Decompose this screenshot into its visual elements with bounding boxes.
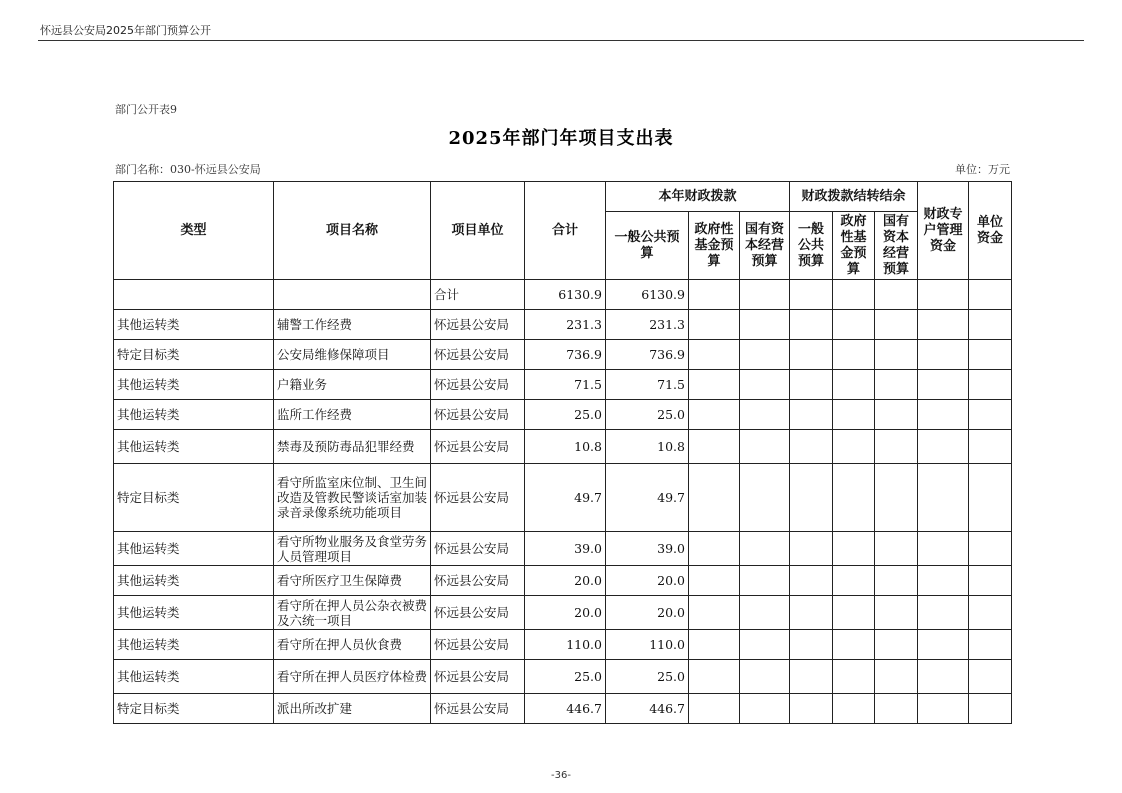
cell-total: 20.0 xyxy=(525,566,606,596)
cell-empty xyxy=(740,340,790,370)
cell-empty xyxy=(689,340,740,370)
cell-empty xyxy=(833,430,875,464)
cell-empty xyxy=(740,660,790,694)
cell-empty xyxy=(689,400,740,430)
cell-project-name: 看守所医疗卫生保障费 xyxy=(274,566,431,596)
cell-general-budget: 6130.9 xyxy=(606,280,689,310)
cell-empty xyxy=(875,630,918,660)
cell-project-unit: 怀远县公安局 xyxy=(431,430,525,464)
cell-empty xyxy=(969,694,1012,724)
table-row xyxy=(114,430,1012,464)
cell-empty xyxy=(740,400,790,430)
cell-empty xyxy=(740,370,790,400)
cell-total: 25.0 xyxy=(525,660,606,694)
cell-empty xyxy=(918,310,969,340)
cell-empty xyxy=(833,310,875,340)
cell-project-name: 看守所物业服务及食堂劳务人员管理项目 xyxy=(274,532,431,566)
cell-project-name: 看守所在押人员医疗体检费 xyxy=(274,660,431,694)
cell-empty xyxy=(875,280,918,310)
table-row xyxy=(114,370,1012,400)
cell-empty xyxy=(740,566,790,596)
cell-type: 其他运转类 xyxy=(114,400,274,430)
cell-empty xyxy=(740,310,790,340)
cell-project-name: 看守所在押人员公杂衣被费及六统一项目 xyxy=(274,596,431,630)
cell-empty xyxy=(918,280,969,310)
cell-empty xyxy=(740,596,790,630)
col-header-total: 合计 xyxy=(525,182,606,280)
col-header-carryover-state-capital: 国有资本经营预算 xyxy=(875,212,918,280)
header-rule xyxy=(38,40,1084,41)
cell-empty xyxy=(833,400,875,430)
cell-empty xyxy=(790,340,833,370)
col-header-general-budget: 一般公共预算 xyxy=(606,212,689,280)
cell-empty xyxy=(790,400,833,430)
cell-empty xyxy=(790,596,833,630)
cell-empty xyxy=(969,430,1012,464)
table-row xyxy=(114,464,1012,532)
cell-total: 20.0 xyxy=(525,596,606,630)
cell-empty xyxy=(740,630,790,660)
cell-empty xyxy=(918,532,969,566)
cell-empty xyxy=(689,310,740,340)
cell-project-unit: 合计 xyxy=(431,280,525,310)
cell-empty xyxy=(689,596,740,630)
cell-empty xyxy=(790,310,833,340)
table-row xyxy=(114,566,1012,596)
cell-empty xyxy=(833,280,875,310)
cell-type: 其他运转类 xyxy=(114,630,274,660)
cell-project-name: 公安局维修保障项目 xyxy=(274,340,431,370)
cell-empty xyxy=(833,566,875,596)
page-number: -36- xyxy=(551,770,571,781)
col-header-carryover-gov-fund: 政府性基金预算 xyxy=(833,212,875,280)
table-total-row xyxy=(114,280,1012,310)
cell-empty xyxy=(689,532,740,566)
cell-project-unit: 怀远县公安局 xyxy=(431,694,525,724)
cell-total: 231.3 xyxy=(525,310,606,340)
cell-type: 特定目标类 xyxy=(114,340,274,370)
cell-project-name xyxy=(274,280,431,310)
cell-empty xyxy=(689,370,740,400)
cell-empty xyxy=(969,660,1012,694)
cell-empty xyxy=(689,464,740,532)
cell-empty xyxy=(875,370,918,400)
cell-empty xyxy=(790,694,833,724)
cell-empty xyxy=(740,532,790,566)
cell-empty xyxy=(875,464,918,532)
cell-empty xyxy=(918,596,969,630)
cell-type: 其他运转类 xyxy=(114,370,274,400)
cell-empty xyxy=(969,370,1012,400)
cell-empty xyxy=(969,280,1012,310)
running-head: 怀远县公安局2025年部门预算公开 xyxy=(40,24,211,37)
cell-project-unit: 怀远县公安局 xyxy=(431,370,525,400)
form-code: 部门公开表9 xyxy=(115,103,177,116)
cell-general-budget: 49.7 xyxy=(606,464,689,532)
table-row xyxy=(114,532,1012,566)
cell-empty xyxy=(790,660,833,694)
cell-type: 其他运转类 xyxy=(114,596,274,630)
cell-empty xyxy=(833,660,875,694)
cell-total: 446.7 xyxy=(525,694,606,724)
cell-empty xyxy=(689,660,740,694)
page-title: 2025年部门年项目支出表 xyxy=(448,128,674,149)
cell-empty xyxy=(833,596,875,630)
cell-empty xyxy=(689,630,740,660)
cell-total: 10.8 xyxy=(525,430,606,464)
cell-empty xyxy=(918,400,969,430)
cell-empty xyxy=(969,464,1012,532)
department-label: 部门名称：030-怀远县公安局 xyxy=(115,163,261,176)
cell-project-unit: 怀远县公安局 xyxy=(431,566,525,596)
cell-empty xyxy=(969,532,1012,566)
cell-total: 71.5 xyxy=(525,370,606,400)
unit-label: 单位：万元 xyxy=(955,163,1010,176)
cell-empty xyxy=(875,340,918,370)
cell-empty xyxy=(875,566,918,596)
col-header-unit-fund: 单位资金 xyxy=(969,182,1012,280)
cell-empty xyxy=(740,464,790,532)
col-header-carryover-general: 一般公共预算 xyxy=(790,212,833,280)
table-row xyxy=(114,400,1012,430)
cell-empty xyxy=(689,694,740,724)
cell-empty xyxy=(833,370,875,400)
cell-empty xyxy=(875,400,918,430)
col-header-state-capital: 国有资本经营预算 xyxy=(740,212,790,280)
cell-project-name: 看守所在押人员伙食费 xyxy=(274,630,431,660)
cell-project-name: 辅警工作经费 xyxy=(274,310,431,340)
cell-project-name: 户籍业务 xyxy=(274,370,431,400)
table-row xyxy=(114,310,1012,340)
cell-type: 其他运转类 xyxy=(114,566,274,596)
cell-type: 其他运转类 xyxy=(114,430,274,464)
cell-general-budget: 20.0 xyxy=(606,566,689,596)
table-row xyxy=(114,660,1012,694)
project-expenditure-table xyxy=(113,181,1012,724)
cell-empty xyxy=(790,370,833,400)
cell-empty xyxy=(740,280,790,310)
cell-project-unit: 怀远县公安局 xyxy=(431,464,525,532)
cell-type: 特定目标类 xyxy=(114,464,274,532)
cell-empty xyxy=(833,694,875,724)
cell-type: 其他运转类 xyxy=(114,532,274,566)
cell-general-budget: 71.5 xyxy=(606,370,689,400)
cell-empty xyxy=(790,464,833,532)
cell-empty xyxy=(969,630,1012,660)
cell-empty xyxy=(833,532,875,566)
cell-empty xyxy=(833,340,875,370)
cell-empty xyxy=(790,566,833,596)
cell-total: 736.9 xyxy=(525,340,606,370)
cell-project-unit: 怀远县公安局 xyxy=(431,340,525,370)
table-row xyxy=(114,694,1012,724)
cell-general-budget: 20.0 xyxy=(606,596,689,630)
cell-project-unit: 怀远县公安局 xyxy=(431,310,525,340)
table-row xyxy=(114,596,1012,630)
cell-empty xyxy=(689,430,740,464)
cell-empty xyxy=(969,566,1012,596)
col-header-project-name: 项目名称 xyxy=(274,182,431,280)
cell-empty xyxy=(969,400,1012,430)
cell-empty xyxy=(918,340,969,370)
cell-empty xyxy=(689,280,740,310)
cell-type: 特定目标类 xyxy=(114,694,274,724)
cell-empty xyxy=(918,464,969,532)
cell-project-name: 派出所改扩建 xyxy=(274,694,431,724)
cell-general-budget: 25.0 xyxy=(606,660,689,694)
cell-empty xyxy=(918,566,969,596)
cell-empty xyxy=(740,430,790,464)
cell-type: 其他运转类 xyxy=(114,310,274,340)
cell-project-unit: 怀远县公安局 xyxy=(431,630,525,660)
cell-general-budget: 10.8 xyxy=(606,430,689,464)
cell-total: 25.0 xyxy=(525,400,606,430)
cell-total: 49.7 xyxy=(525,464,606,532)
cell-total: 6130.9 xyxy=(525,280,606,310)
cell-empty xyxy=(969,310,1012,340)
cell-empty xyxy=(918,630,969,660)
cell-empty xyxy=(790,280,833,310)
cell-empty xyxy=(875,430,918,464)
cell-empty xyxy=(875,694,918,724)
cell-empty xyxy=(969,596,1012,630)
cell-total: 39.0 xyxy=(525,532,606,566)
cell-general-budget: 39.0 xyxy=(606,532,689,566)
col-header-type: 类型 xyxy=(114,182,274,280)
cell-empty xyxy=(918,694,969,724)
cell-empty xyxy=(790,630,833,660)
cell-general-budget: 446.7 xyxy=(606,694,689,724)
cell-empty xyxy=(969,340,1012,370)
cell-empty xyxy=(918,370,969,400)
cell-project-unit: 怀远县公安局 xyxy=(431,532,525,566)
cell-empty xyxy=(833,630,875,660)
cell-general-budget: 736.9 xyxy=(606,340,689,370)
cell-empty xyxy=(875,310,918,340)
cell-general-budget: 25.0 xyxy=(606,400,689,430)
cell-type: 其他运转类 xyxy=(114,660,274,694)
table-row xyxy=(114,630,1012,660)
cell-project-name: 监所工作经费 xyxy=(274,400,431,430)
col-header-gov-fund: 政府性基金预算 xyxy=(689,212,740,280)
cell-empty xyxy=(875,660,918,694)
table-row xyxy=(114,340,1012,370)
col-header-project-unit: 项目单位 xyxy=(431,182,525,280)
col-header-special-fund: 财政专户管理资金 xyxy=(918,182,969,280)
cell-empty xyxy=(689,566,740,596)
cell-empty xyxy=(918,430,969,464)
cell-project-unit: 怀远县公安局 xyxy=(431,596,525,630)
cell-empty xyxy=(918,660,969,694)
cell-empty xyxy=(875,532,918,566)
cell-type xyxy=(114,280,274,310)
cell-project-unit: 怀远县公安局 xyxy=(431,400,525,430)
cell-empty xyxy=(833,464,875,532)
cell-project-name: 禁毒及预防毒品犯罪经费 xyxy=(274,430,431,464)
col-group-current-appropriation: 本年财政拨款 xyxy=(606,182,790,212)
cell-empty xyxy=(740,694,790,724)
cell-project-name: 看守所监室床位制、卫生间改造及管教民警谈话室加装录音录像系统功能项目 xyxy=(274,464,431,532)
cell-general-budget: 231.3 xyxy=(606,310,689,340)
cell-empty xyxy=(790,532,833,566)
cell-project-unit: 怀远县公安局 xyxy=(431,660,525,694)
col-group-carryover: 财政拨款结转结余 xyxy=(790,182,918,212)
cell-empty xyxy=(790,430,833,464)
cell-total: 110.0 xyxy=(525,630,606,660)
cell-general-budget: 110.0 xyxy=(606,630,689,660)
cell-empty xyxy=(875,596,918,630)
